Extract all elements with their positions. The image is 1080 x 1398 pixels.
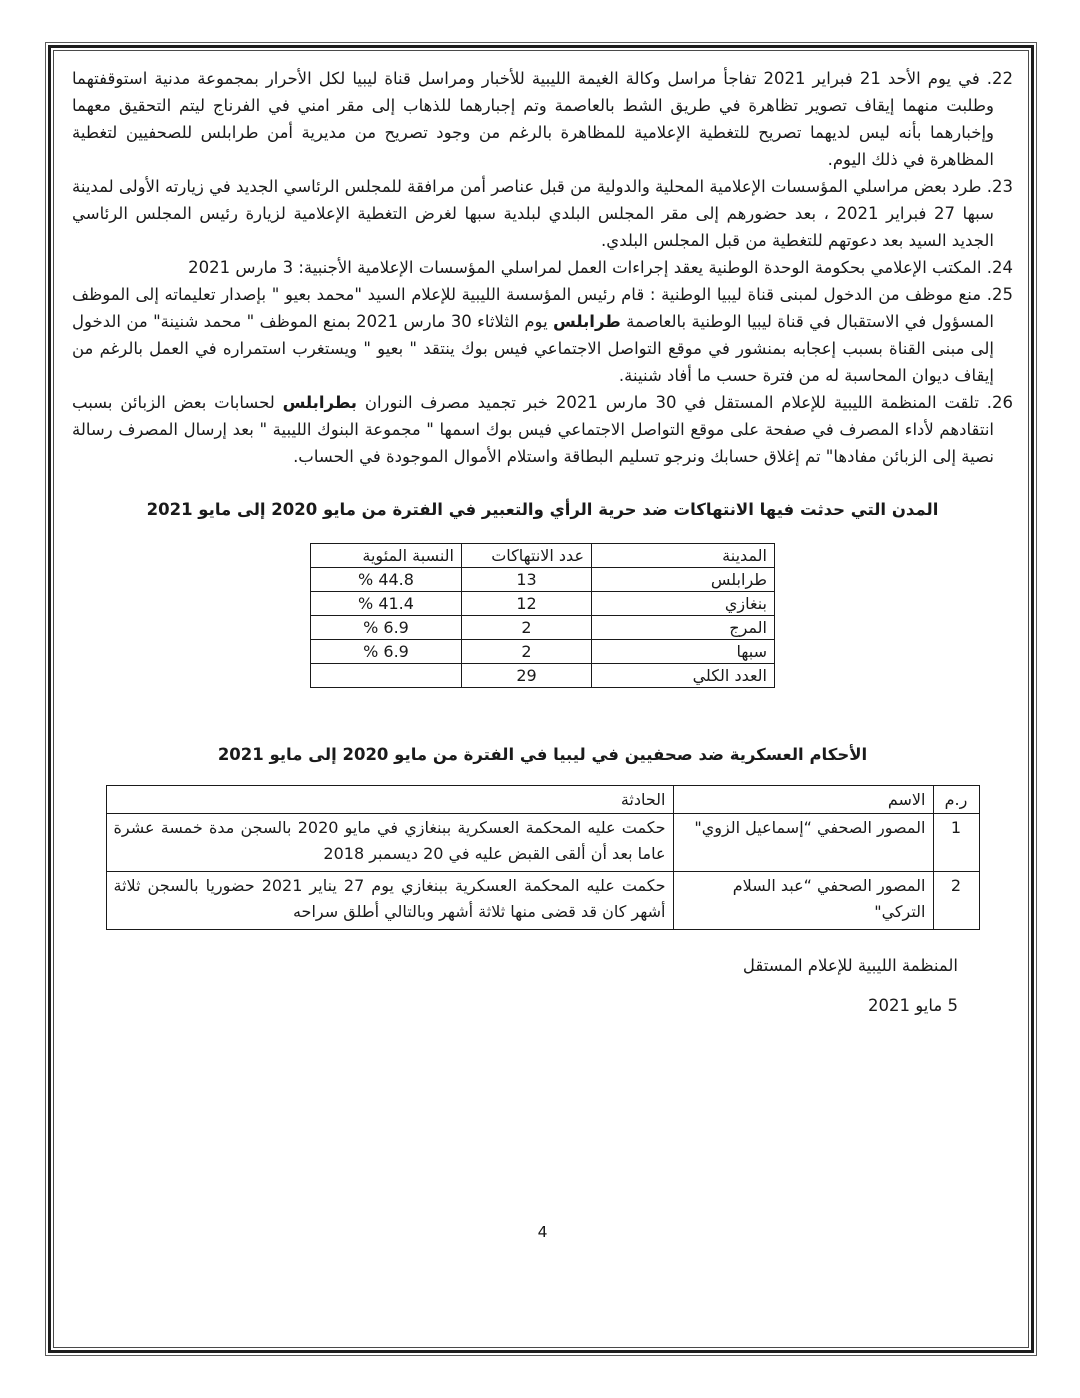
table-cell: المصور الصحفي “إسماعيل الزوي" (673, 814, 933, 872)
report-date: 5 مايو 2021 (868, 996, 958, 1015)
column-header: ر.م (933, 786, 979, 814)
cities-violations-table (310, 543, 775, 688)
table-cell: 1 (933, 814, 979, 872)
table-cell: 2 (462, 616, 592, 640)
table-row (311, 640, 775, 664)
table-row (106, 872, 979, 930)
item-number: 24. (986, 258, 1013, 277)
table-row (311, 568, 775, 592)
table-cell: سبها (592, 640, 775, 664)
column-header: النسبة المئوية (311, 544, 462, 568)
sentences-table-title: الأحكام العسكرية ضد صحفيين في ليبيا في الفترة من مايو 2020 إلى مايو 2021 (217, 745, 868, 764)
table-row (311, 616, 775, 640)
table-row (106, 814, 979, 872)
military-sentences-table (106, 785, 980, 930)
table-cell: 12 (462, 592, 592, 616)
table-cell: حكمت عليه المحكمة العسكرية ببنغازي في مايو 2020 بالسجن مدة خمسة عشرة عاما بعد أن ألقى القبض عليه في 20 ديسمبر 2018 (106, 814, 673, 872)
table-cell: 29 (462, 664, 592, 688)
report-item: 26. تلقت المنظمة الليبية للإعلام المستقل في 30 مارس 2021 خبر تجميد مصرف النوران بطرابلس لحسابات بعض الزبائن بسبب انتقادهم لأداء المصرف في صفحة على موقع التواصل الاجتماعي فيس بوك اسمها " مجموعة البنوك الليبية " بعد إرسال المصرف رسالة نصية إلى الزبائن مفادها" تم إغلاق حسابك ونرجو تسليم البطاقة واستلام الأموال الموجودة في الحساب. (72, 393, 1014, 466)
cities-table-title: المدن التي حدثت فيها الانتهاكات ضد حرية الرأي والتعبير في الفترة من مايو 2020 إلى مايو 2021 (146, 500, 939, 519)
item-number: 23. (986, 177, 1013, 196)
report-item: 25. منع موظف من الدخول لمبنى قناة ليبيا الوطنية : قام رئيس المؤسسة الليبية للإعلام السيد "محمد بعيو " بإصدار تعليماته إلى الموظف المسؤول في الاستقبال في قناة ليبيا الوطنية بالعاصمة طرابلس يوم الثلاثاء 30 مارس 2021 بمنع الموظف " محمد شنينة" من الدخول إلى مبنى القناة بسبب إعجابه بمنشور في موقع التواصل الاجتماعي فيس بوك ينتقد " بعيو " ويستغرب استمراره في العمل بالرغم من إيقاف ديوان المحاسبة له من فترة حسب ما أفاد شنينة. (72, 285, 1013, 385)
item-number: 26. (986, 393, 1014, 412)
report-list (72, 65, 1013, 470)
column-header: الاسم (673, 786, 933, 814)
organization-name: المنظمة الليبية للإعلام المستقل (742, 956, 958, 975)
table-cell: العدد الكلي (592, 664, 775, 688)
table-cell: حكمت عليه المحكمة العسكرية ببنغازي يوم 27 يناير 2021 حضوريا بالسجن ثلاثة أشهر كان قد قضى منها ثلاثة أشهر وبالتالي أطلق سراحه (106, 872, 673, 930)
cities-table-header-row (311, 544, 775, 568)
column-header: عدد الانتهاكات (462, 544, 592, 568)
page-number: 4 (537, 1223, 548, 1241)
page-border-frame (45, 42, 1037, 1356)
report-item: 22. في يوم الأحد 21 فبراير 2021 تفاجأ مراسل وكالة الغيمة الليبية للأخبار ومراسل قناة ليبيا لكل الأحرار بمجموعة مدنية استوقفتهما وطلبت منهما إيقاف تصوير تظاهرة في طريق الشط بالعاصمة وتم إجبارهما للذهاب إلى مقر امني في الفرناج ليتم التحقيق معهما وإخبارهما بأنه ليس لديهما تصريح للتغطية الإعلامية للمظاهرة بالرغم من وجود تصريح من مديرية أمن طرابلس للصحفيين لتغطية المظاهرة في ذلك اليوم. (72, 69, 1014, 169)
table-cell: بنغازي (592, 592, 775, 616)
table-cell: 2 (933, 872, 979, 930)
column-header: الحادثة (106, 786, 673, 814)
column-header: المدينة (592, 544, 775, 568)
table-cell: % 6.9 (311, 616, 462, 640)
item-number: 25. (986, 285, 1013, 304)
sentences-table-header-row (106, 786, 979, 814)
table-cell: طرابلس (592, 568, 775, 592)
page-content (72, 65, 1013, 1347)
report-item: 24. المكتب الإعلامي بحكومة الوحدة الوطنية يعقد إجراءات العمل لمراسلي المؤسسات الإعلامية الأجنبية: 3 مارس 2021 (188, 258, 1013, 277)
table-cell: % 41.4 (311, 592, 462, 616)
report-item: 23. طرد بعض مراسلي المؤسسات الإعلامية المحلية والدولية من قبل عناصر أمن مرافقة للمجلس الرئاسي الجديد في زيارته الأولى لمدينة سبها 27 فبراير 2021 ، بعد حضورهم إلى مقر المجلس البلدي لبلدية سبها لغرض التغطية الإعلامية لزيارة رئيس المجلس الرئاسي الجديد السيد بعد دعوتهم للتغطية من قبل المجلس البلدي. (72, 177, 1013, 250)
table-cell: 13 (462, 568, 592, 592)
table-cell: المصور الصحفي “عبد السلام التركي" (673, 872, 933, 930)
item-number: 22. (986, 69, 1014, 88)
table-cell: المرج (592, 616, 775, 640)
table-cell (311, 664, 462, 688)
table-row (311, 592, 775, 616)
table-cell: 2 (462, 640, 592, 664)
table-cell: % 44.8 (311, 568, 462, 592)
table-row (311, 664, 775, 688)
table-cell: % 6.9 (311, 640, 462, 664)
